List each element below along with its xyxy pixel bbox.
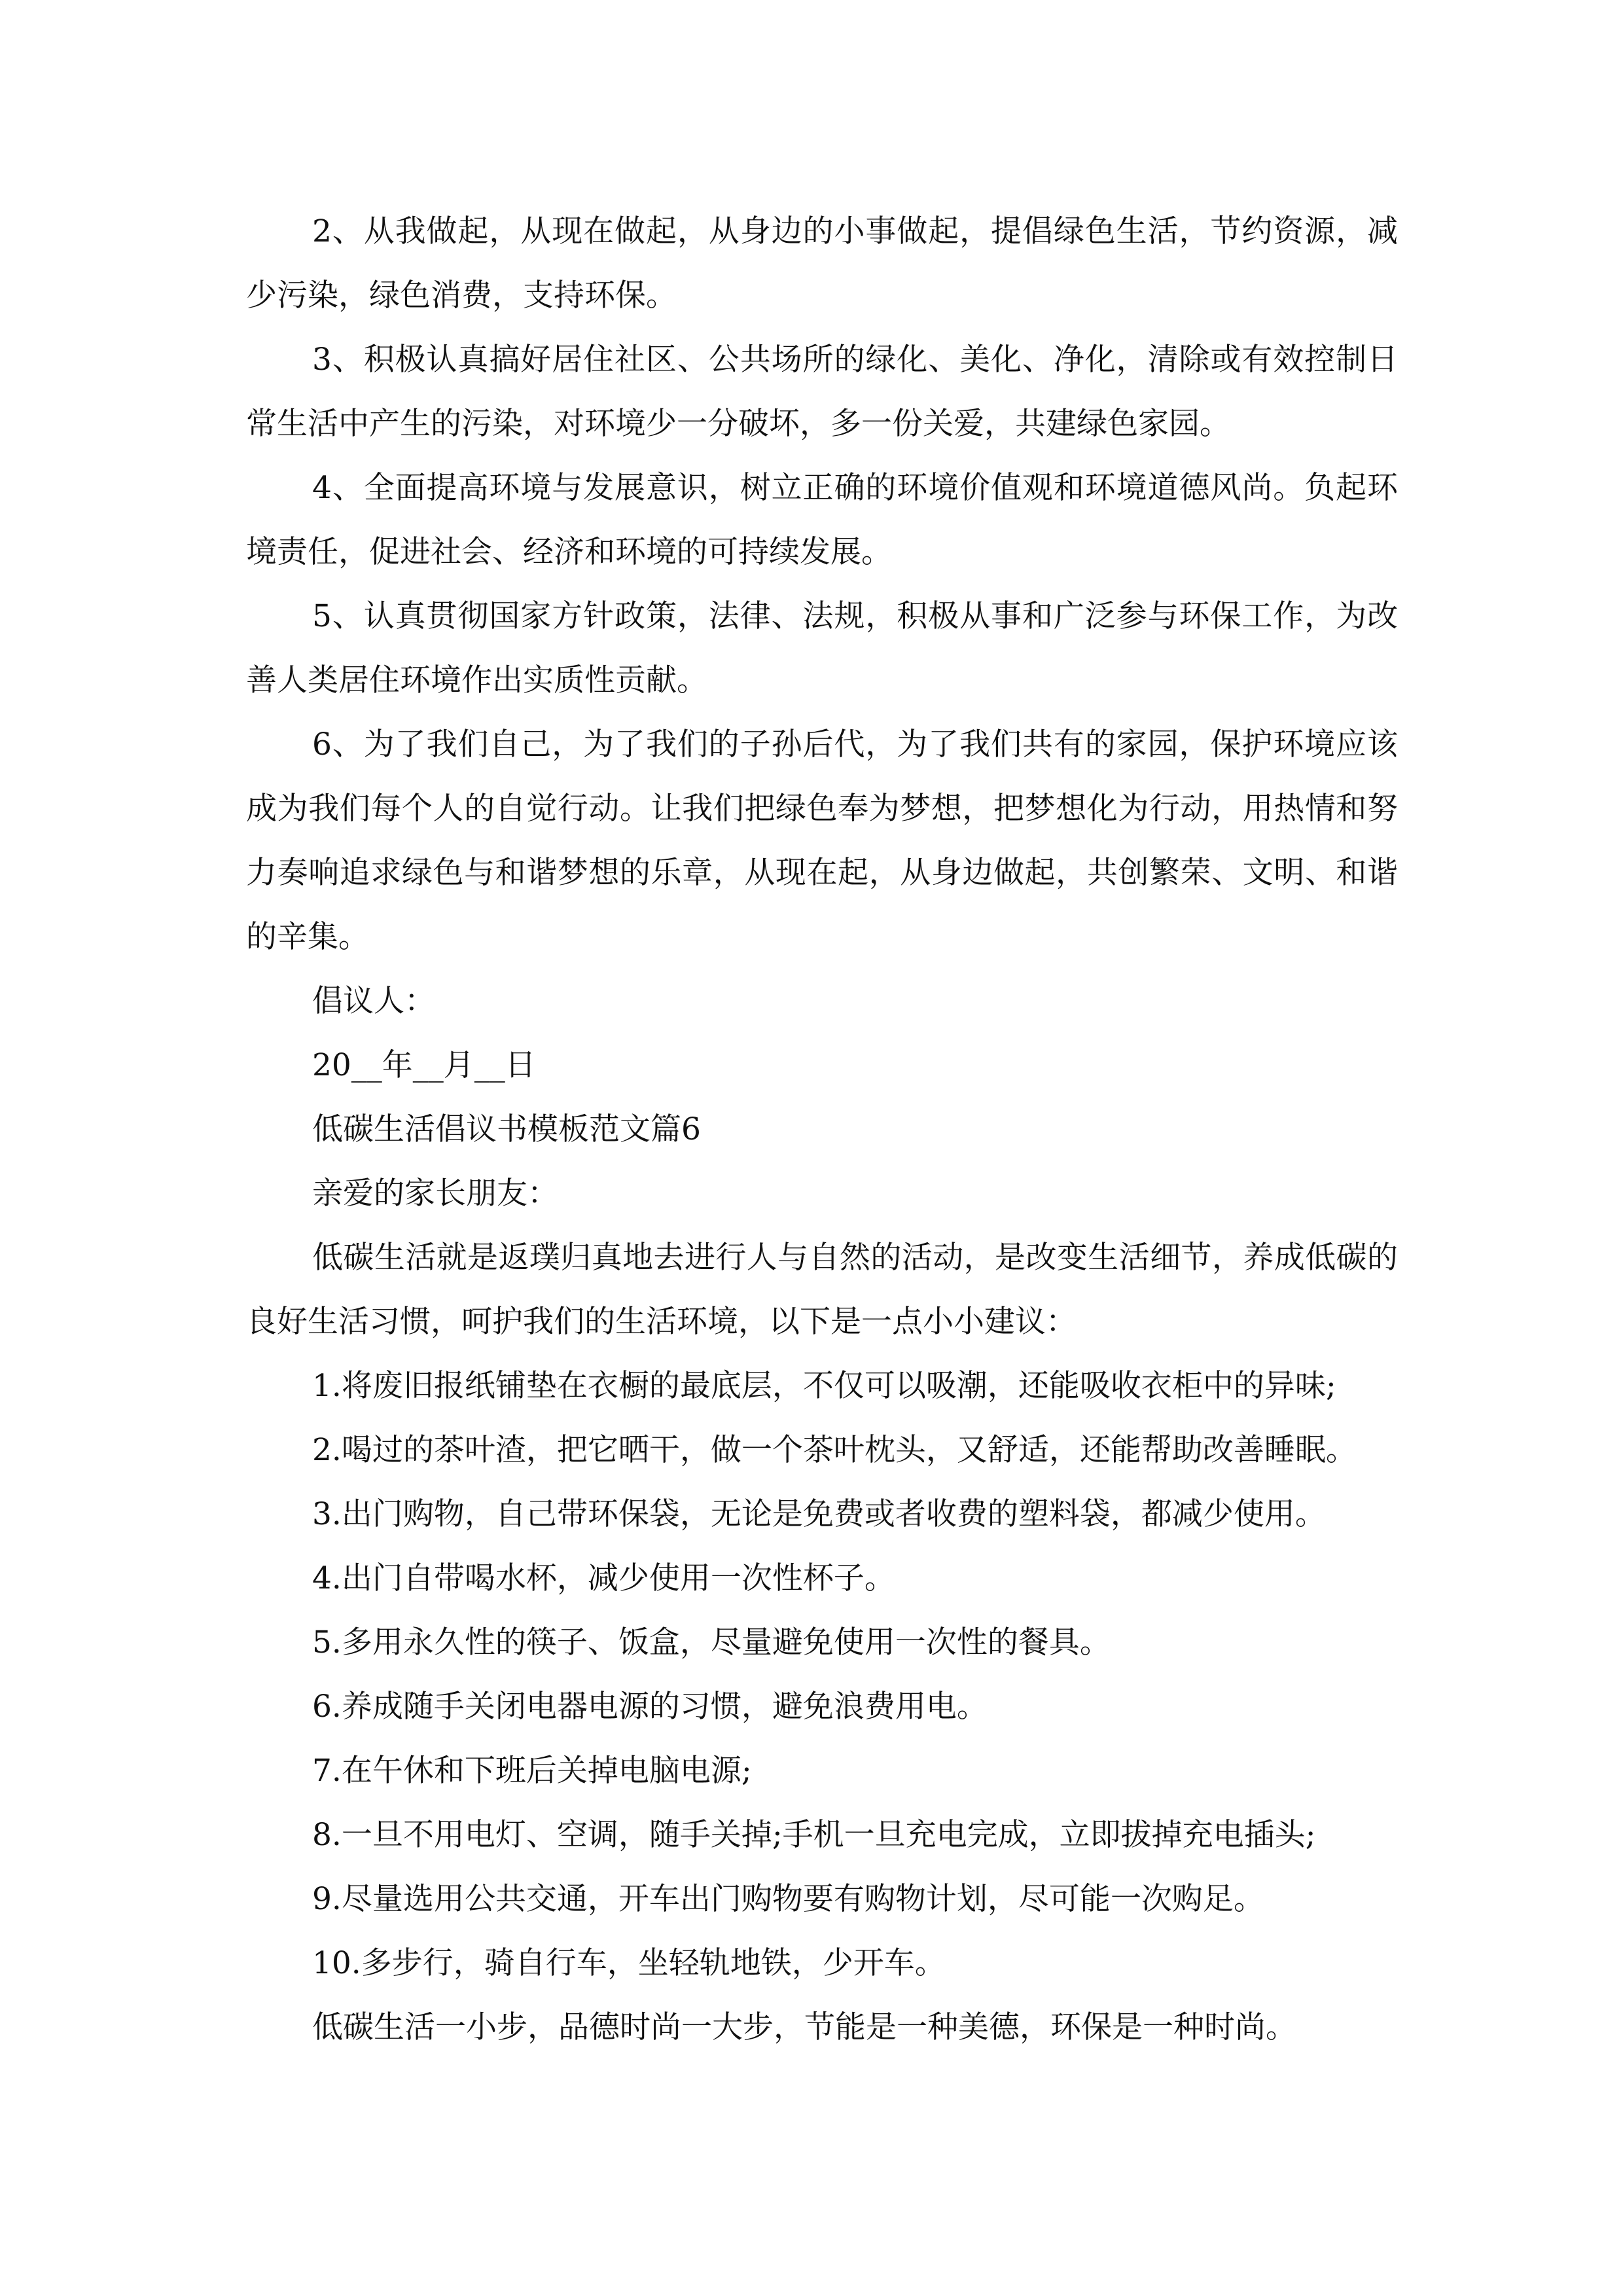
signature-line: 倡议人： — [312, 983, 435, 1019]
intro-paragraph: 低碳生活就是返璞归真地去进行人与自然的活动，是改变生活细节，养成低碳的良好生活习惯，呵护我们的生活环境，以下是一点小小建议： — [246, 1240, 1398, 1340]
paragraph-item-4: 4、全面提高环境与发展意识，树立正确的环境价值观和环境道德风尚。负起环境责任，促进社会、经济和环境的可持续发展。 — [246, 470, 1398, 570]
paragraph-item-5: 5、认真贯彻国家方针政策，法律、法规，积极从事和广泛参与环保工作，为改善人类居住环境作出实质性贡献。 — [246, 598, 1398, 698]
suggestion-item-1: 1.将废旧报纸铺垫在衣橱的最底层，不仅可以吸潮，还能吸收衣柜中的异味; — [312, 1368, 1336, 1404]
salutation: 亲爱的家长朋友： — [312, 1175, 558, 1211]
suggestion-item-8: 8.一旦不用电灯、空调，随手关掉;手机一旦充电完成，立即拔掉充电插头; — [312, 1817, 1316, 1853]
date-line: 20__年__月__日 — [312, 1047, 536, 1083]
paragraph-item-6: 6、为了我们自己，为了我们的子孙后代，为了我们共有的家园，保护环境应该成为我们每个人的自觉行动。让我们把绿色奉为梦想，把梦想化为行动，用热情和努力奏响追求绿色与和谐梦想的乐章，从现在起，从身边做起，共创繁荣、文明、和谐的辛集。 — [246, 726, 1398, 955]
suggestion-item-4: 4.出门自带喝水杯，减少使用一次性杯子。 — [312, 1560, 895, 1596]
section-title: 低碳生活倡议书模板范文篇6 — [312, 1111, 701, 1147]
paragraph-item-3: 3、积极认真搞好居住社区、公共场所的绿化、美化、净化，清除或有效控制日常生活中产生的污染，对环境少一分破坏，多一份关爱，共建绿色家园。 — [246, 342, 1398, 442]
suggestion-item-6: 6.养成随手关闭电器电源的习惯，避免浪费用电。 — [312, 1689, 988, 1725]
suggestion-item-10: 10.多步行，骑自行车，坐轻轨地铁，少开车。 — [312, 1945, 946, 1981]
paragraph-item-2: 2、从我做起，从现在做起，从身边的小事做起，提倡绿色生活，节约资源，减少污染，绿色消费，支持环保。 — [246, 213, 1398, 314]
suggestion-item-9: 9.尽量选用公共交通，开车出门购物要有购物计划，尽可能一次购足。 — [312, 1881, 1264, 1917]
closing-line: 低碳生活一小步，品德时尚一大步，节能是一种美德，环保是一种时尚。 — [312, 2009, 1296, 2045]
suggestion-item-3: 3.出门购物，自己带环保袋，无论是免费或者收费的塑料袋，都减少使用。 — [312, 1496, 1326, 1532]
suggestion-item-2: 2.喝过的茶叶渣，把它晒干，做一个茶叶枕头，又舒适，还能帮助改善睡眠。 — [312, 1432, 1357, 1468]
suggestion-item-5: 5.多用永久性的筷子、饭盒，尽量避免使用一次性的餐具。 — [312, 1624, 1111, 1660]
document-body — [246, 200, 1398, 2060]
suggestion-item-7: 7.在午休和下班后关掉电脑电源; — [312, 1753, 752, 1789]
